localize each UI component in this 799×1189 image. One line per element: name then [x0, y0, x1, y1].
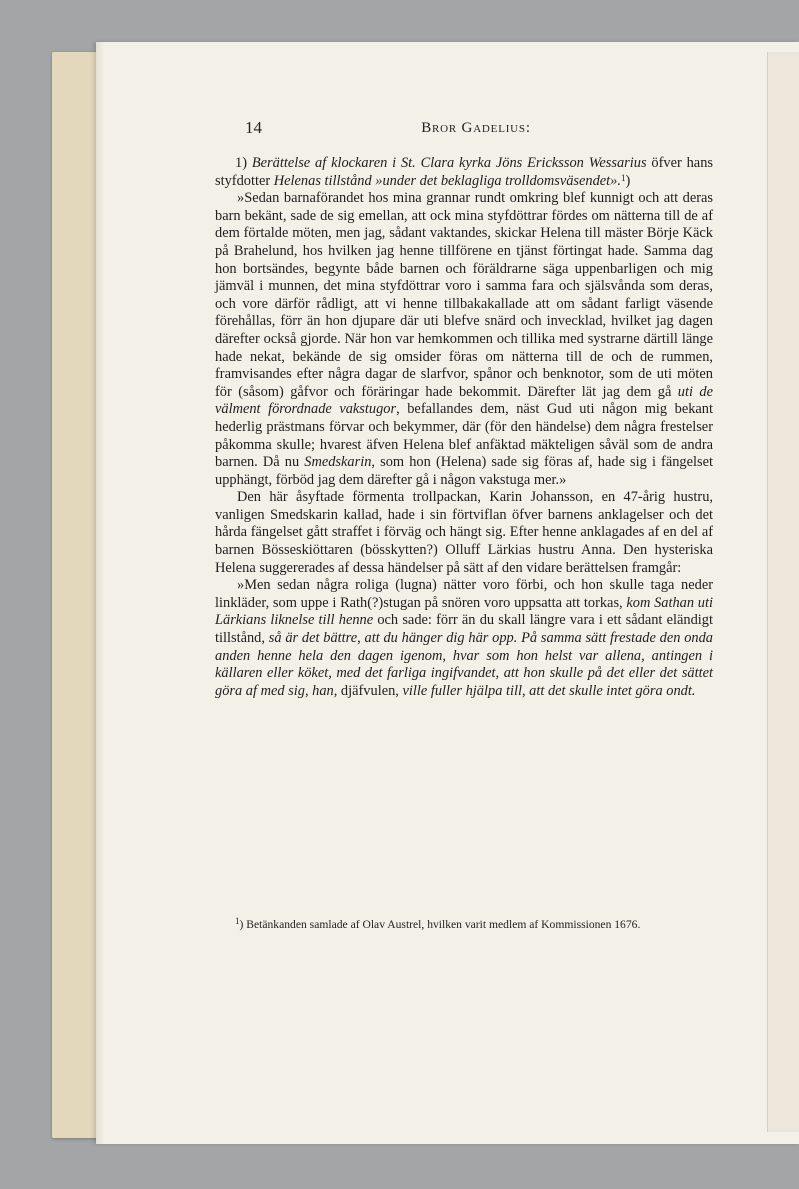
paragraph-4: »Men sedan några roliga (lugna) nätter voro förbi, och hon skulle taga neder linkläder, som uppe i Rath(?)stugan på snören voro uppsatta att torkas, kom Sathan uti Lärkians liknelse till henne och sade: förr än du skall längre vara i ett sådant eländigt tillstånd, så är det bättre, att du hänger dig här opp. På samma sätt frestade den onda anden henne hela den dagen igenom, hvar som hon helst var allena, antingen i källaren eller köket, med det farliga ingifvandet, att hon skulle på det eller det sättet göra af med sig, han, djäfvulen, ville fuller hjälpa till, att det skulle intet göra ondt.	[215, 577, 714, 699]
page-fold-shadow	[96, 42, 104, 1144]
running-head: Bror Gadelius:	[421, 120, 531, 136]
footnote-reference: 1	[620, 172, 626, 183]
next-page-edge	[767, 52, 799, 1132]
page-number: 14	[245, 118, 262, 137]
footnote-marker: 1	[235, 916, 240, 926]
body-text	[215, 155, 713, 895]
footnote	[215, 918, 713, 932]
paragraph-2: »Sedan barnaförandet hos mina grannar rundt omkring blef kunnigt och att deras barn bekänt, sade de sig emellan, att ock mina styfdöttrar fördes om nätterna till de af dem förtalde möten, men jag, sådant vaktandes, skickar Helena till mäster Börje Käck på Brahelund, hos hvilken jag henne tillförene en tjänst förtingat hade. Samma dag hon bortsändes, begynte både barnen och föräldrarne säga uppenbarligen och mig jämväl i munnen, det mina styfdöttrar voro i samma fara och själsvånda som deras, och vore därför rådligt, att vi henne tillbakakallade att om sådant farligt väsende förehållas, förr än hon djupare där uti blefve snärd och invecklad, hvilket jag dagen därefter också gjorde. När hon var hemkommen och tillika med systrarne därtill länge hade nekat, bekände de sig omsider föras om nätterna till de och de rummen, framvisandes efter några dagar de slarfvor, spånor och benknotor, som de uti möten för (såsom) gåfvor och föräringar hade bekommit. Därefter lät jag dem gå uti de välment förordnade vakstugor, befallandes dem, näst Gud uti någon mig bekant hederlig prästmans förvar och bekymmer, där (för den händelse) dem några frestelser påkomma skulle; hvarest äfven Helena blef anfäktad mäkteligen såväl som de andra barnen. Då nu Smedskarin, som hon (Helena) sade sig föras af, hade sig i fängelset upphängt, förböd jag dem därefter gå i någon vakstuga mer.»	[215, 190, 714, 488]
paragraph-3: Den här åsyftade förmenta trollpackan, Karin Johansson, en 47-årig hustru, vanligen Smedskarin kallad, hade i sin förtviflan öfver barnens anklagelser och det hårda fängelset gått straffet i förväg och hängt sig. Efter henne anklagades af en del af barnen Bösseskiöttaren (bösskytten?) Olluff Lärkias hustru Anna. Den hysteriska Helena suggererades af dessa händelser på sätt af den vidare berättelsen framgår:	[215, 489, 713, 576]
footnote-text: ) Betänkanden samlade af Olav Austrel, hvilken varit medlem af Kommissionen 1676.	[239, 918, 641, 931]
page-header	[237, 115, 715, 139]
paragraph-1: 1) Berättelse af klockaren i St. Clara kyrka Jöns Ericksson Wessarius öfver hans styfdotter Helenas tillstånd »under det beklagliga trolldomsväsendet».$^1$)	[215, 155, 713, 189]
